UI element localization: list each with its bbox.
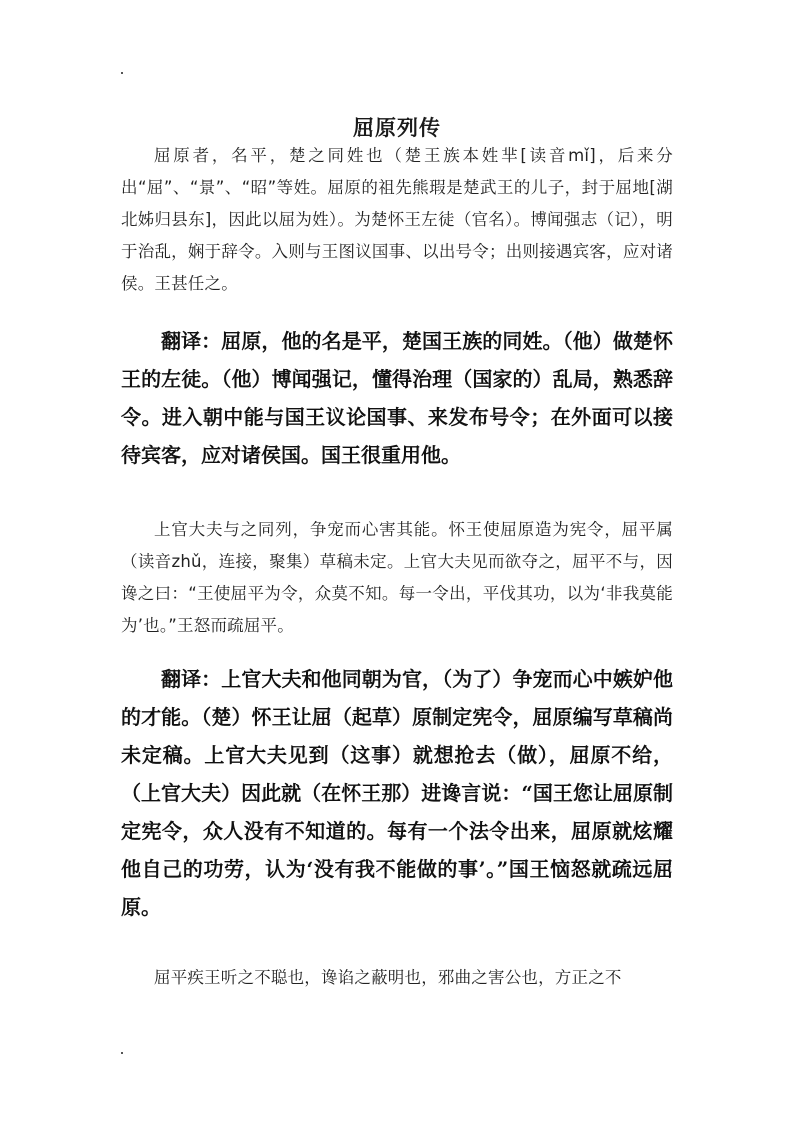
translation-paragraph: 翻译：上官大夫和他同朝为官，（为了）争宠而心中嫉妒他的才能。（楚）怀王让屈（起草）原制定宪令，屈原编写草稿尚未定稿。上官大夫见到（这事）就想抢去（做），屈原不给，（上官大夫）因此就（在怀王那）进谗言说：“国王您让屈原制定宪令，众人没有不知道的。每有一个法令出来，屈原就炫耀他自己的功劳，认为‘没有我不能做的事’。”国王恼怒就疏远屈原。 [121, 667, 673, 919]
translation-paragraph: 翻译：屈原，他的名是平，楚国王族的同姓。（他）做楚怀王的左徒。（他）博闻强记，懂得治理（国家的）乱局，熟悉辞令。进入朝中能与国王议论国事、来发布号令；在外面可以接待宾客，应对诸侯国。国王很重用他。 [121, 329, 673, 467]
original-text-paragraph: 屈原者，名平，楚之同姓也（楚王族本姓芈[读音mǐ]，后来分出“屈”、“景”、“昭”等姓。屈原的祖先熊瑕是楚武王的儿子，封于屈地[湖北姊归县东]，因此以屈为姓）。为楚怀王左徒（官名）。博闻强志（记），明于治乱，娴于辞令。入则与王图议国事、以出号令；出则接遇宾客，应对诸侯。王甚任之。 [121, 146, 673, 293]
corner-crop-mark [121, 1052, 123, 1054]
original-text-paragraph: 屈平疾王听之不聪也，谗谄之蔽明也，邪曲之害公也，方正之不 [154, 968, 622, 987]
document-title: 屈原列传 [353, 115, 441, 141]
original-text-paragraph: 上官大夫与之同列，争宠而心害其能。怀王使屈原造为宪令，屈平属（读音zhǔ，连接，聚集）草稿未定。上官大夫见而欲夺之，屈平不与，因谗之曰：“王使屈平为令，众莫不知。每一令出，平伐其功，以为‘非我莫能为’也。”王怒而疏屈平。 [121, 520, 673, 635]
corner-crop-mark [121, 72, 123, 74]
